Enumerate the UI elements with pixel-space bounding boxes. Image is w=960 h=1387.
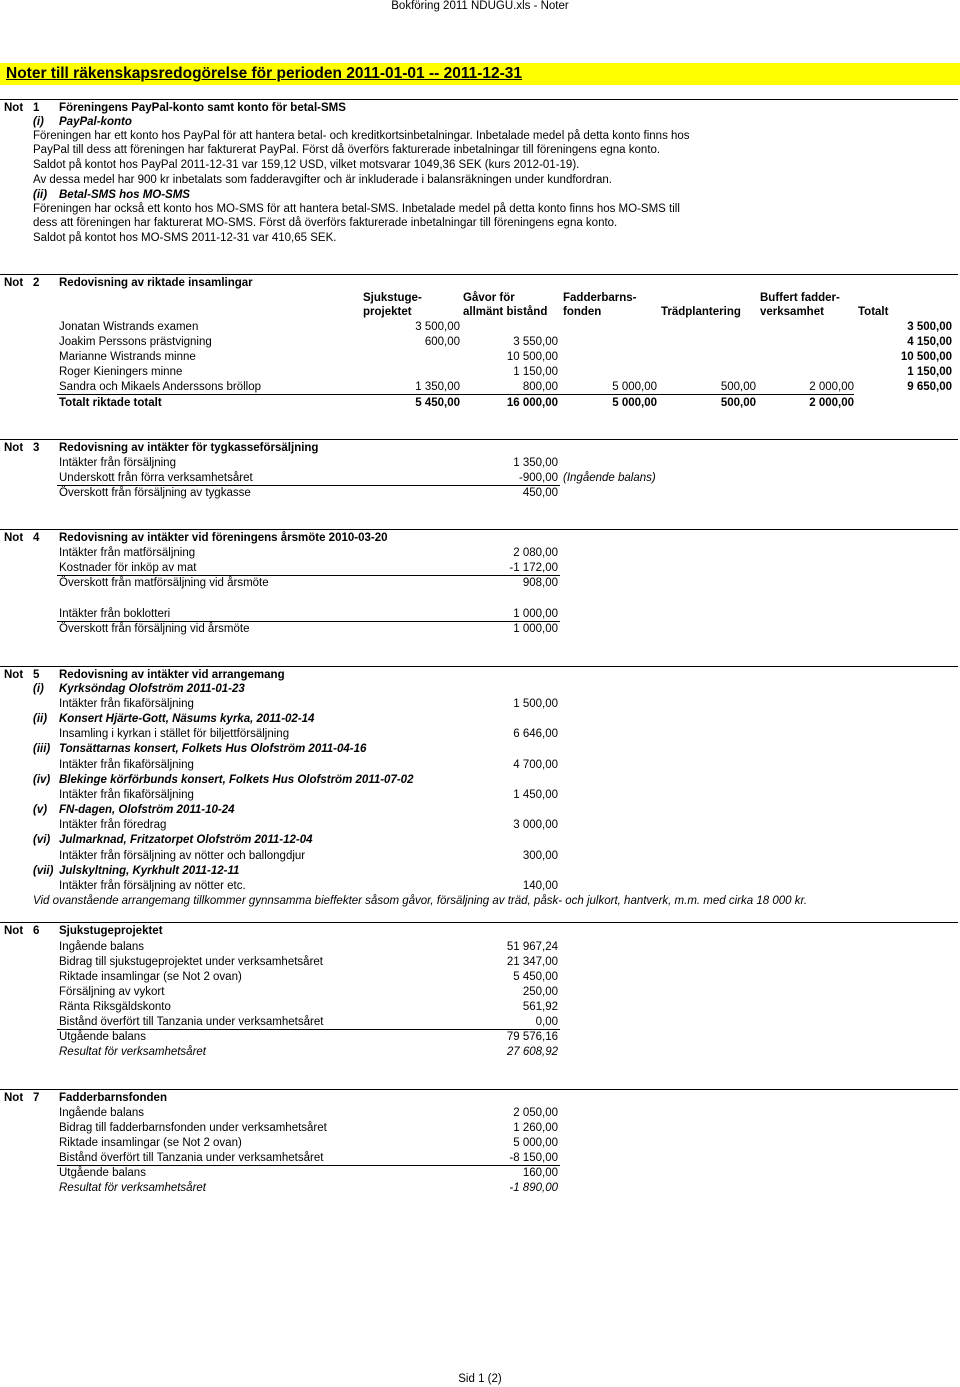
note-heading: Redovisning av intäkter för tygkasseförsäljning bbox=[59, 442, 319, 454]
row-label: Intäkter från matförsäljning bbox=[59, 547, 196, 559]
row-value: 1 350,00 bbox=[513, 457, 558, 469]
not-label: Not bbox=[4, 669, 24, 681]
row-label: Intäkter från försäljning av nötter och ballongdjur bbox=[59, 850, 306, 862]
event-title: Julskyltning, Kyrkhult 2011-12-11 bbox=[59, 865, 240, 877]
row-label: Intäkter från fikaförsäljning bbox=[59, 698, 194, 710]
row-value: 0,00 bbox=[535, 1016, 558, 1028]
event-title: Julmarknad, Fritzatorpet Olofström 2011-12-04 bbox=[59, 834, 313, 846]
col-header: Fadderbarns- bbox=[563, 292, 637, 304]
text-line: Föreningen har också ett konto hos MO-SMS för att hantera betal-SMS. Inbetalade medel på detta konto finns hos MO-SMS till bbox=[33, 203, 680, 215]
row-label: Försäljning av vykort bbox=[59, 986, 165, 998]
row-value: 1 500,00 bbox=[513, 698, 558, 710]
footnote: Vid ovanstående arrangemang tillkommer gynnsamma bieffekter såsom gåvor, försäljning av träd, påsk- och julkort, hantverk, m.m. med cirka 18 000 kr. bbox=[33, 895, 808, 907]
section-rule bbox=[0, 274, 958, 275]
not-label: Not bbox=[4, 925, 24, 937]
row-label: Joakim Perssons prästvigning bbox=[59, 336, 212, 348]
row-value: 1 000,00 bbox=[513, 623, 558, 635]
row-total: 3 500,00 bbox=[907, 321, 952, 333]
event-label: (v) bbox=[33, 804, 48, 816]
col-header: allmänt bistånd bbox=[463, 306, 548, 318]
text-line: Saldot på kontot hos PayPal 2011-12-31 var 159,12 USD, vilket motsvarar 1049,36 SEK (kurs 2012-01-19). bbox=[33, 159, 580, 171]
note-number: 6 bbox=[33, 925, 40, 937]
note-number: 5 bbox=[33, 669, 40, 681]
col-header: projektet bbox=[363, 306, 412, 318]
row-label: Överskott från försäljning vid årsmöte bbox=[59, 623, 250, 635]
event-label: (ii) bbox=[33, 713, 48, 725]
event-title: Kyrksöndag Olofström 2011-01-23 bbox=[59, 683, 245, 695]
page-number: Sid 1 (2) bbox=[458, 1373, 502, 1385]
row-value: 6 646,00 bbox=[513, 728, 558, 740]
row-value: 160,00 bbox=[522, 1167, 558, 1179]
row-label: Resultat för verksamhetsåret bbox=[59, 1046, 207, 1058]
row-value: 140,00 bbox=[522, 880, 558, 892]
event-label: (vii) bbox=[33, 865, 54, 877]
row-label: Överskott från försäljning av tygkasse bbox=[59, 487, 251, 499]
event-label: (vi) bbox=[33, 834, 51, 846]
row-value: 561,92 bbox=[522, 1001, 558, 1013]
cell: 1 350,00 bbox=[415, 381, 460, 393]
row-value: 300,00 bbox=[522, 850, 558, 862]
col-header: fonden bbox=[563, 306, 602, 318]
section-rule bbox=[0, 1089, 958, 1090]
text-line: Av dessa medel har 900 kr inbetalats som fadderavgifter och är inkluderade i balansräkningen under kundfordran. bbox=[33, 174, 612, 186]
row-label: Jonatan Wistrands examen bbox=[59, 321, 199, 333]
row-value: 79 576,16 bbox=[506, 1031, 558, 1043]
row-label: Resultat för verksamhetsåret bbox=[59, 1182, 207, 1194]
event-title: Konsert Hjärte-Gott, Näsums kyrka, 2011-02-14 bbox=[59, 713, 315, 725]
cell: 3 500,00 bbox=[415, 321, 460, 333]
row-label: Insamling i kyrkan i stället för biljettförsäljning bbox=[59, 728, 290, 740]
row-total: 1 150,00 bbox=[907, 366, 952, 378]
row-value: 5 000,00 bbox=[513, 1137, 558, 1149]
col-header: Gåvor för bbox=[463, 292, 515, 304]
row-label: Bistånd överfört till Tanzania under verksamhetsåret bbox=[59, 1152, 324, 1164]
not-label: Not bbox=[4, 102, 24, 114]
row-value: 1 000,00 bbox=[513, 608, 558, 620]
total-rule bbox=[57, 394, 854, 395]
row-label: Intäkter från försäljning bbox=[59, 457, 176, 469]
row-label: Intäkter från boklotteri bbox=[59, 608, 171, 620]
row-total: 9 650,00 bbox=[907, 381, 952, 393]
text-line: PayPal till dess att föreningen har fakturerat PayPal. Först då överförs fakturerade inbetalningar till föreningens egna konto. bbox=[33, 144, 661, 156]
event-label: (iii) bbox=[33, 743, 51, 755]
not-label: Not bbox=[4, 1092, 24, 1104]
cell: 2 000,00 bbox=[809, 397, 854, 409]
sub-label: (ii) bbox=[33, 189, 48, 201]
text-line: dess att föreningen har fakturerat MO-SMS. Först då överförs fakturerade inbetalningar till föreningens egna konto. bbox=[33, 217, 618, 229]
cell: 10 500,00 bbox=[506, 351, 558, 363]
not-label: Not bbox=[4, 277, 24, 289]
row-value: 2 050,00 bbox=[513, 1107, 558, 1119]
row-label: Intäkter från föredrag bbox=[59, 819, 167, 831]
sub-label: (i) bbox=[33, 116, 44, 128]
cell: 3 550,00 bbox=[513, 336, 558, 348]
note-heading: Sjukstugeprojektet bbox=[59, 925, 163, 937]
cell: 5 000,00 bbox=[612, 397, 657, 409]
col-header: verksamhet bbox=[760, 306, 824, 318]
row-total: 4 150,00 bbox=[907, 336, 952, 348]
row-label: Sandra och Mikaels Anderssons bröllop bbox=[59, 381, 262, 393]
col-header: Sjukstuge- bbox=[363, 292, 422, 304]
row-value: -1 172,00 bbox=[509, 562, 558, 574]
col-header: Trädplantering bbox=[661, 306, 741, 318]
row-value: 4 700,00 bbox=[513, 759, 558, 771]
sub-title: Betal-SMS hos MO-SMS bbox=[59, 189, 190, 201]
row-value: 2 080,00 bbox=[513, 547, 558, 559]
row-label: Utgående balans bbox=[59, 1031, 146, 1043]
note-heading: Föreningens PayPal-konto samt konto för betal-SMS bbox=[59, 102, 346, 114]
note-number: 2 bbox=[33, 277, 40, 289]
text-line: Föreningen har ett konto hos PayPal för att hantera betal- och kreditkortsinbetalningar. Inbetalade medel på detta konto finns hos bbox=[33, 130, 690, 142]
row-label: Överskott från matförsäljning vid årsmöte bbox=[59, 577, 269, 589]
col-header: Buffert fadder- bbox=[760, 292, 840, 304]
row-value: 450,00 bbox=[522, 487, 558, 499]
row-value: 21 347,00 bbox=[506, 956, 558, 968]
cell: 5 000,00 bbox=[612, 381, 657, 393]
row-value: 250,00 bbox=[522, 986, 558, 998]
text-line: Saldot på kontot hos MO-SMS 2011-12-31 var 410,65 SEK. bbox=[33, 232, 337, 244]
row-label: Roger Kieningers minne bbox=[59, 366, 183, 378]
not-label: Not bbox=[4, 442, 24, 454]
row-label: Underskott från förra verksamhetsåret bbox=[59, 472, 253, 484]
row-value: 1 260,00 bbox=[513, 1122, 558, 1134]
row-value: 908,00 bbox=[522, 577, 558, 589]
section-rule bbox=[0, 666, 958, 667]
not-label: Not bbox=[4, 532, 24, 544]
row-value: 1 450,00 bbox=[513, 789, 558, 801]
row-label: Ränta Riksgäldskonto bbox=[59, 1001, 171, 1013]
row-value: 5 450,00 bbox=[513, 971, 558, 983]
cell: 5 450,00 bbox=[415, 397, 460, 409]
note-number: 4 bbox=[33, 532, 40, 544]
note-heading: Fadderbarnsfonden bbox=[59, 1092, 167, 1104]
row-total: 10 500,00 bbox=[900, 351, 952, 363]
note-heading: Redovisning av intäkter vid föreningens årsmöte 2010-03-20 bbox=[59, 532, 388, 544]
row-value: 51 967,24 bbox=[506, 941, 558, 953]
row-note: (Ingående balans) bbox=[563, 472, 656, 484]
event-title: Tonsättarnas konsert, Folkets Hus Olofström 2011-04-16 bbox=[59, 743, 367, 755]
section-rule bbox=[0, 529, 958, 530]
note-number: 1 bbox=[33, 102, 40, 114]
section-rule bbox=[0, 439, 958, 440]
note-heading: Redovisning av intäkter vid arrangemang bbox=[59, 669, 285, 681]
event-title: FN-dagen, Olofström 2011-10-24 bbox=[59, 804, 235, 816]
cell: 1 150,00 bbox=[513, 366, 558, 378]
section-rule bbox=[0, 922, 958, 923]
col-header: Totalt bbox=[858, 306, 889, 318]
row-value: 27 608,92 bbox=[506, 1046, 558, 1058]
row-label: Marianne Wistrands minne bbox=[59, 351, 196, 363]
row-value: -8 150,00 bbox=[509, 1152, 558, 1164]
page-title: Noter till räkenskapsredogörelse för perioden 2011-01-01 -- 2011-12-31 bbox=[0, 63, 960, 85]
window-title: Bokföring 2011 NDUGU.xls - Noter bbox=[391, 0, 569, 12]
cell: 600,00 bbox=[424, 336, 460, 348]
event-label: (iv) bbox=[33, 774, 51, 786]
cell: 500,00 bbox=[720, 397, 756, 409]
event-title: Blekinge körförbunds konsert, Folkets Hus Olofström 2011-07-02 bbox=[59, 774, 414, 786]
row-label: Totalt riktade totalt bbox=[59, 397, 162, 409]
row-label: Riktade insamlingar (se Not 2 ovan) bbox=[59, 971, 242, 983]
row-label: Intäkter från fikaförsäljning bbox=[59, 759, 194, 771]
row-label: Ingående balans bbox=[59, 1107, 145, 1119]
top-rule bbox=[0, 99, 958, 100]
row-label: Bidrag till sjukstugeprojektet under verksamhetsåret bbox=[59, 956, 323, 968]
cell: 16 000,00 bbox=[506, 397, 558, 409]
row-value: 3 000,00 bbox=[513, 819, 558, 831]
row-label: Intäkter från försäljning av nötter etc. bbox=[59, 880, 246, 892]
note-number: 3 bbox=[33, 442, 40, 454]
row-label: Riktade insamlingar (se Not 2 ovan) bbox=[59, 1137, 242, 1149]
row-label: Bistånd överfört till Tanzania under verksamhetsåret bbox=[59, 1016, 324, 1028]
cell: 800,00 bbox=[522, 381, 558, 393]
cell: 500,00 bbox=[720, 381, 756, 393]
row-label: Kostnader för inköp av mat bbox=[59, 562, 197, 574]
row-label: Utgående balans bbox=[59, 1167, 146, 1179]
row-value: -1 890,00 bbox=[509, 1182, 558, 1194]
row-label: Intäkter från fikaförsäljning bbox=[59, 789, 194, 801]
note-heading: Redovisning av riktade insamlingar bbox=[59, 277, 253, 289]
row-label: Bidrag till fadderbarnsfonden under verksamhetsåret bbox=[59, 1122, 327, 1134]
event-label: (i) bbox=[33, 683, 44, 695]
sub-title: PayPal-konto bbox=[59, 116, 132, 128]
row-label: Ingående balans bbox=[59, 941, 145, 953]
cell: 2 000,00 bbox=[809, 381, 854, 393]
row-value: -900,00 bbox=[518, 472, 558, 484]
note-number: 7 bbox=[33, 1092, 40, 1104]
